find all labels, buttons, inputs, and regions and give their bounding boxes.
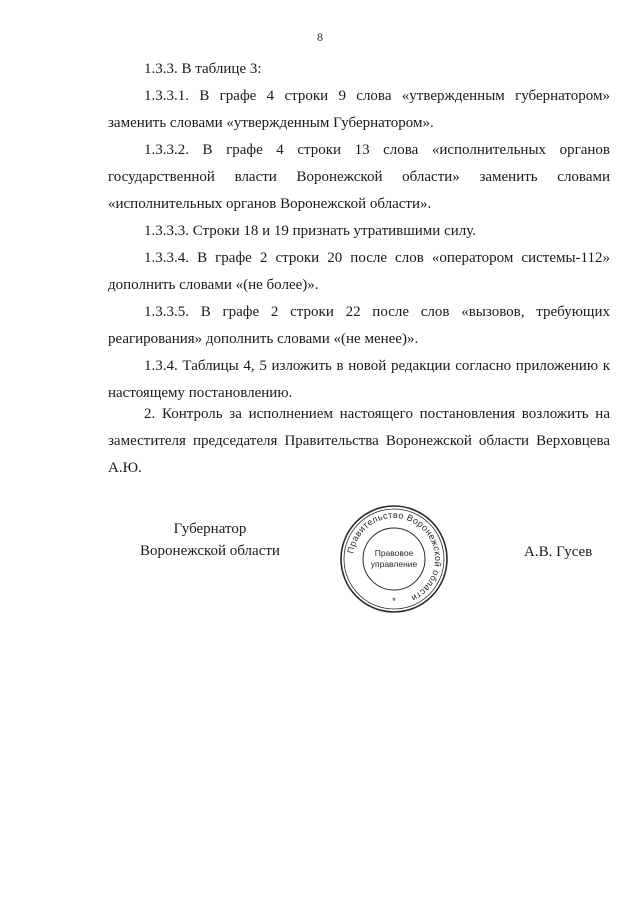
paragraph-1-3-3-4: 1.3.3.4. В графе 2 строки 20 после слов «оператором системы-112» дополнить словами «(не более)».: [108, 250, 610, 293]
paragraph-1-3-3-5: 1.3.3.5. В графе 2 строки 22 после слов «вызовов, требующих реагирования» дополнить словами «(не менее)».: [108, 304, 610, 347]
paragraph-2: 2. Контроль за исполнением настоящего постановления возложить на заместителя председателя Правительства Воронежской области Верховцева А.Ю.: [108, 406, 610, 476]
signature-position: [110, 518, 310, 562]
seal-graphic: [338, 503, 450, 615]
page-number: 8: [317, 30, 323, 44]
paragraph-1-3-3-1: 1.3.3.1. В графе 4 строки 9 слова «утвержденным губернатором» заменить словами «утвержденным Губернатором».: [108, 88, 610, 131]
seal-star: *: [392, 596, 396, 606]
seal-center-line2: управление: [370, 559, 418, 569]
official-seal: [338, 503, 450, 615]
paragraph-1-3-4: 1.3.4. Таблицы 4, 5 изложить в новой редакции согласно приложению к настоящему постановлению.: [108, 358, 610, 401]
paragraph-1-3-3-3: 1.3.3.3. Строки 18 и 19 признать утратившими силу.: [144, 223, 476, 239]
paragraph-1-3-3-2: 1.3.3.2. В графе 4 строки 13 слова «исполнительных органов государственной власти Воронежской области» заменить словами «исполнительных органов Воронежской области».: [108, 142, 610, 212]
seal-ring-text: Правительство Воронежской области: [345, 509, 444, 604]
signer-title-line2: Воронежской области: [140, 543, 280, 559]
seal-center-line1: Правовое: [374, 548, 414, 558]
signer-title-line1: Губернатор: [173, 521, 247, 537]
signer-name: А.В. Гусев: [524, 544, 593, 560]
paragraph-1-3-3: 1.3.3. В таблице 3:: [144, 61, 262, 77]
